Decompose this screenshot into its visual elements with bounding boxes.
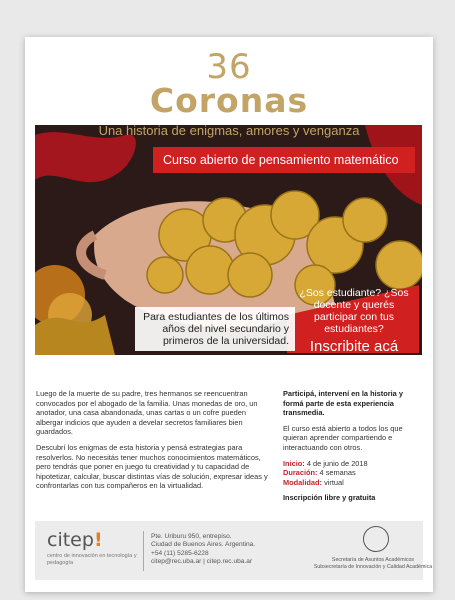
phone: +54 (11) 5285-6228 <box>151 549 209 557</box>
poster <box>25 37 433 592</box>
questions-text: ¿Sos estudiante? ¿Sos docente y querés participar con tus estudiantes? <box>299 287 409 335</box>
details-column <box>283 389 423 509</box>
email-web[interactable]: citep@rec.uba.ar | citep.rec.uba.ar <box>151 558 253 566</box>
citep-logo-text: citep <box>47 529 94 551</box>
uba-line-2: Subsecretaría de Innovación y Calidad Académica <box>313 563 433 570</box>
duration-value: 4 semanas <box>317 468 356 478</box>
subtitle: Una historia de enigmas, amores y venganza <box>98 123 360 138</box>
start-value: 4 de junio de 2018 <box>304 458 368 468</box>
contact-info <box>151 533 255 567</box>
modality-value: virtual <box>322 477 344 487</box>
title-number: 36 <box>206 47 252 87</box>
uba-line-1: Secretaría de Asuntos Académicos <box>331 557 415 563</box>
footer-divider <box>143 531 144 571</box>
address-line-1: Pte. Uriburu 950, entrepiso. <box>151 533 232 540</box>
page-title: Coronas <box>149 81 309 120</box>
description-paragraph-1: Luego de la muerte de su padre, tres hermanos se reencuentran convocados por el abogado de la familia. Unas monedas de oro, un anotador, una casa abandonada, unas cartas o un cofre pueden albergar indicios que ayuden a develar secretos familiares bien guardados. <box>36 389 258 437</box>
citep-tagline: centro de innovación en tecnología y pedagogía <box>47 553 137 566</box>
signup-link[interactable]: Inscribite acá <box>309 338 399 355</box>
participate-text: Participá, intervení en la historia y formá parte de esta experiencia transmedia. <box>283 389 403 418</box>
description-column <box>36 389 268 497</box>
free-enrollment-text: Inscripción libre y gratuita <box>283 493 376 503</box>
course-banner: Curso abierto de pensamiento matemático <box>153 147 415 173</box>
start-label: Inicio: <box>283 458 305 468</box>
course-details <box>283 459 423 488</box>
address-line-2: Ciudad de Buenos Aires. Argentina. <box>151 541 256 549</box>
open-course-text: El curso está abierto a todos los que quieran aprender compartiendo e interactuando con otros. <box>283 423 403 452</box>
students-text: Para estudiantes de los últimos años del nivel secundario y primeros de la universidad. <box>135 307 295 351</box>
citep-logo[interactable] <box>47 529 103 551</box>
citep-logo-mark: ! <box>93 529 103 551</box>
uba-seal-icon <box>363 526 389 552</box>
footer <box>35 521 433 580</box>
description-paragraph-2: Descubrí los enigmas de esta historia y pensá estrategias para resolverlos. No necesitás tener muchos conocimientos matemáticos, pero tendrás que poner en juego tu creatividad y tu capacidad de hipotetizar, calcular, buscar distintas vías de solución, expresar ideas y confrontarlas con tus compañeros en la virtualidad. <box>36 442 268 491</box>
modality-label: Modalidad: <box>283 477 323 487</box>
uba-text <box>303 557 443 570</box>
duration-label: Duración: <box>283 468 318 478</box>
